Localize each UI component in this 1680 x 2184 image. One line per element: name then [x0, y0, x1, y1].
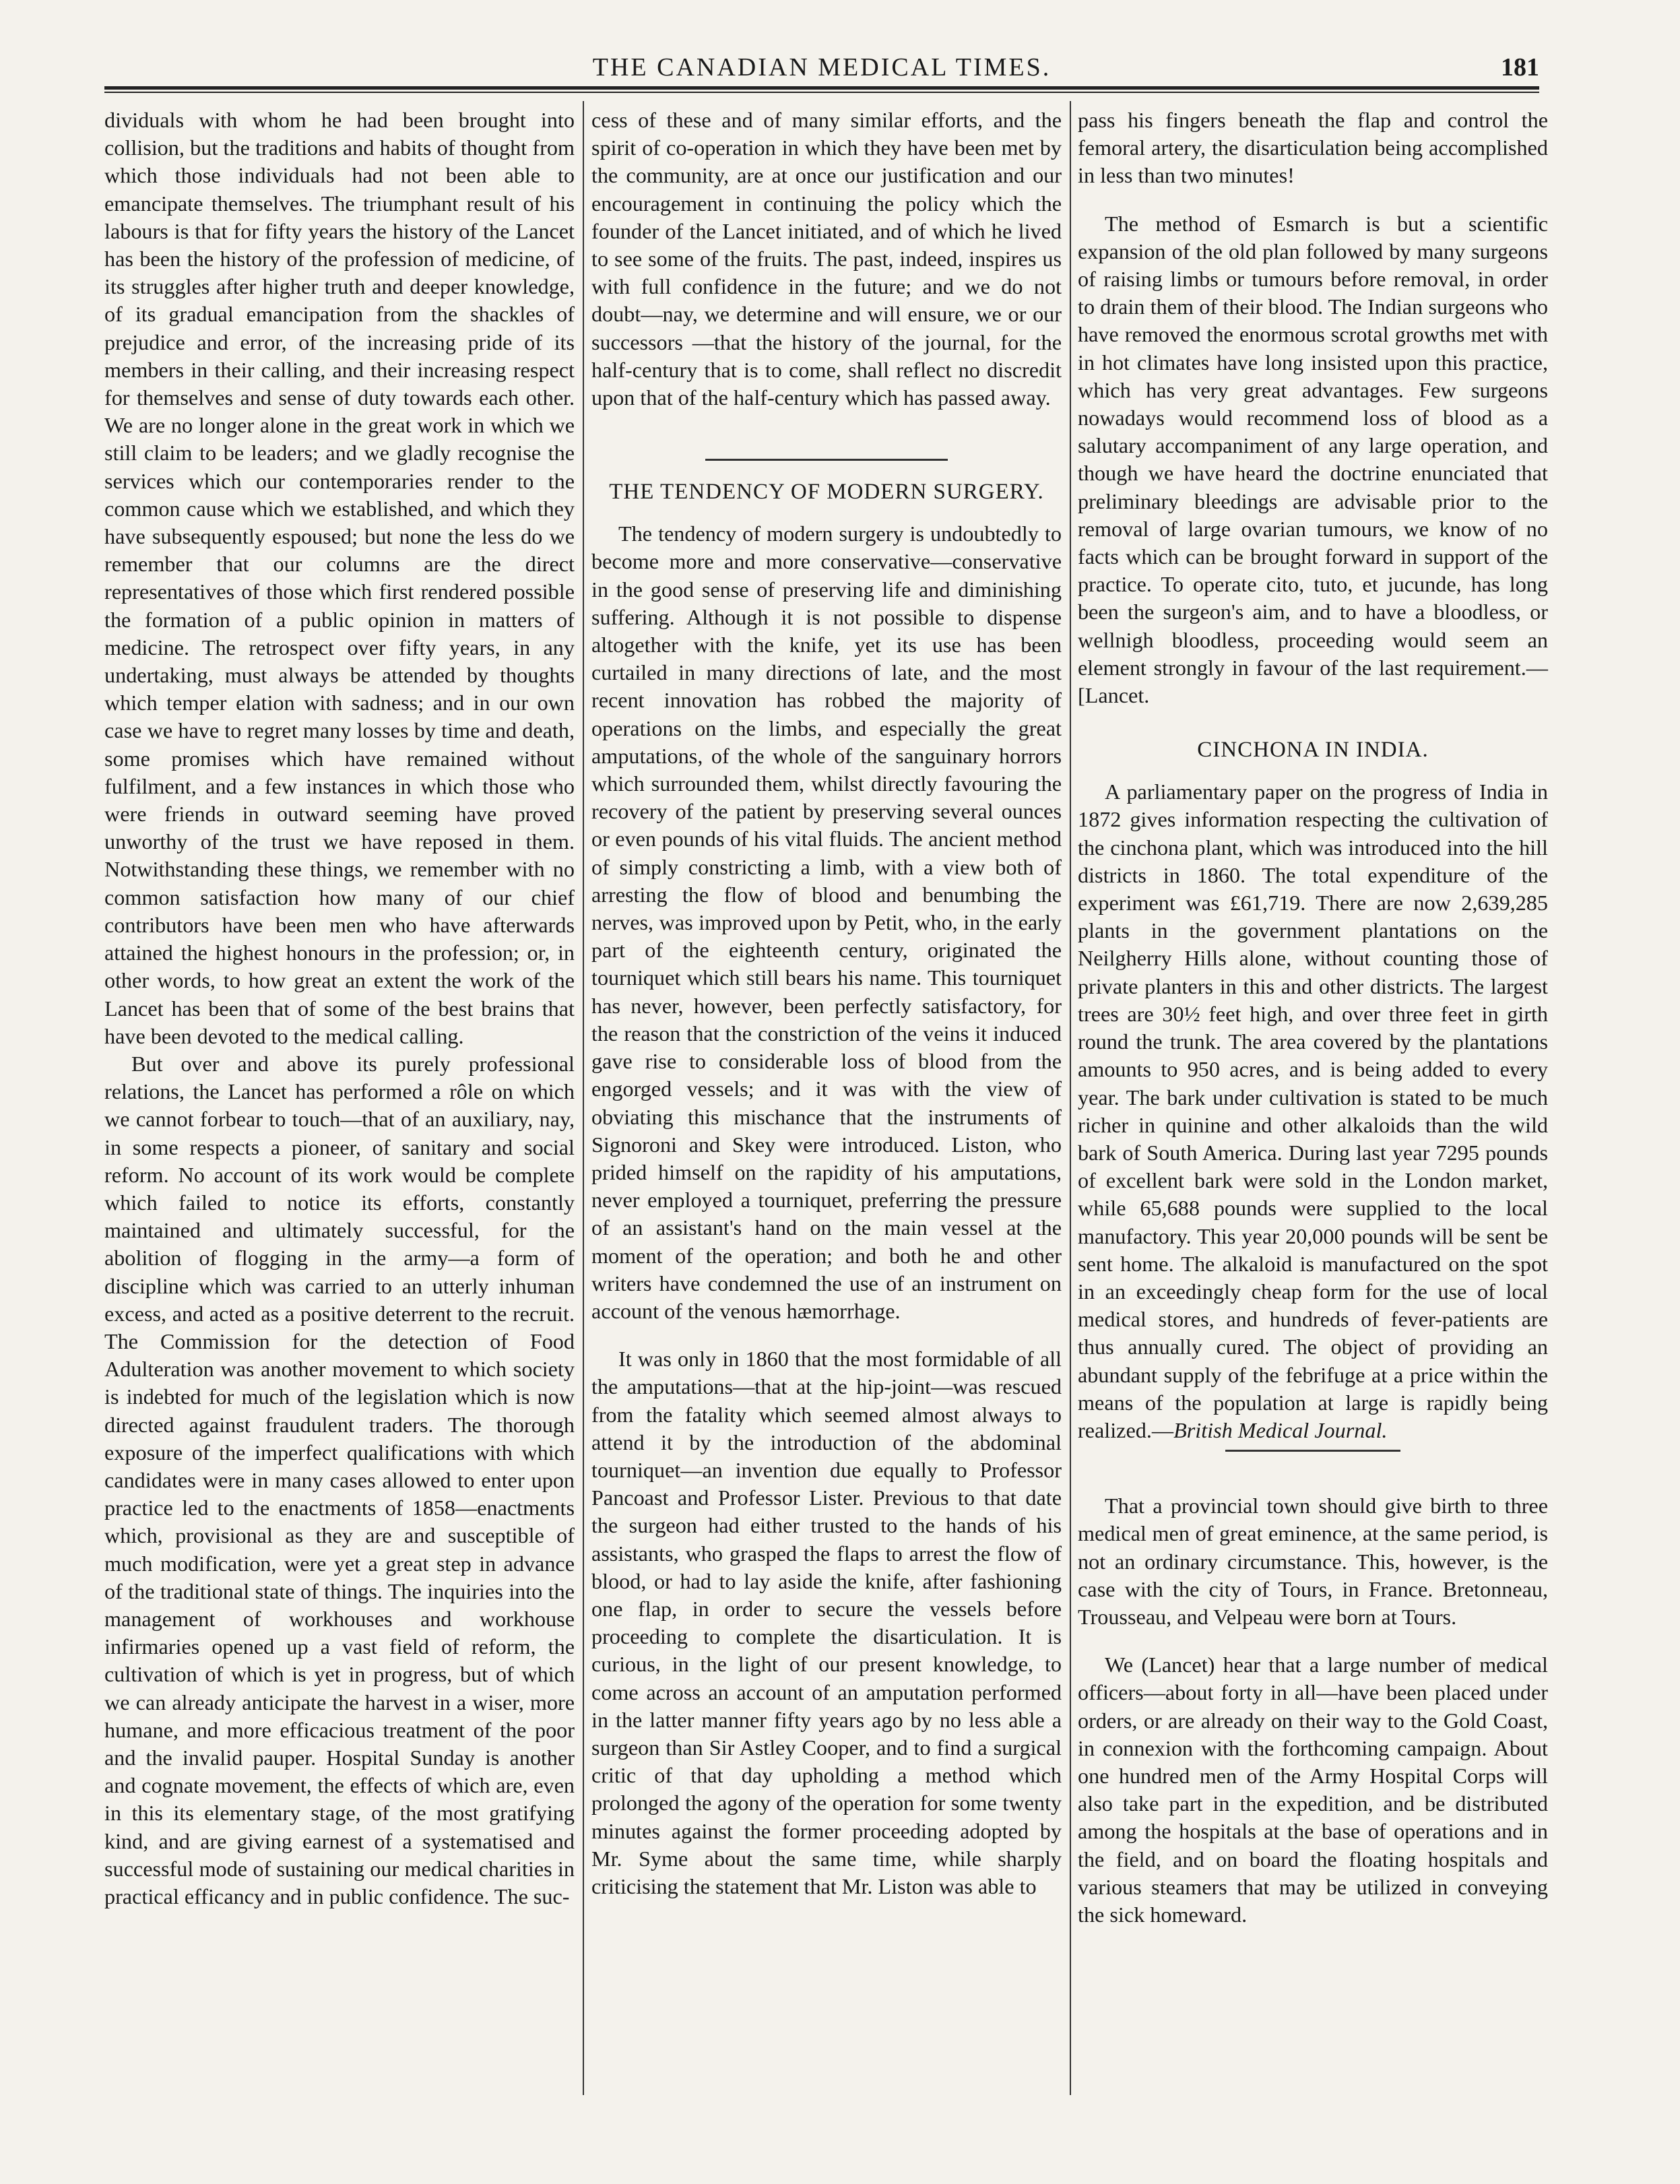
column-1	[104, 106, 575, 1910]
paragraph: The method of Esmarch is but a scientific expansion of the old plan followed by many surgeons of raising limbs or tumours before removal, in order to drain them of their blood. The Indian surgeons who have removed the enormous scrotal growths met with in hot climates have long insisted upon this practice, which has very great advantages. Few surgeons nowadays would recommend loss of blood as a salutary accompaniment of any large operation, and though we have heard the doctrine enunciated that preliminary bleedings are advisable prior to the removal of large ovarian tumours, we know of no facts which can be brought forward in support of the practice. To operate cito, tuto, et jucunde, has long been the surgeon's aim, and to have a bloodless, or wellnigh bloodless, proceeding would seem an element strongly in favour of the last requirement.—[Lancet.	[1078, 211, 1548, 708]
paragraph: The tendency of modern surgery is undoubtedly to become more and more conservative—conservative in the good sense of preserving life and diminishing suffering. Although it is not possible to dispense altogether with the knife, yet its use has been curtailed in many directions of late, and the most recent innovation has robbed the majority of operations on the limbs, and especially the great amputations, of the whole of the sanguinary horrors which surrounded them, whilst directly favouring the recovery of the patient by preserving several ounces or even pounds of his vital fluids. The ancient method of simply constricting a limb, with a view both of arresting the flow of blood and benumbing the nerves, was improved upon by Petit, who, in the early part of the eighteenth century, originated the tourniquet which still bears his name. This tourniquet has never, however, been perfectly satisfactory, for the reason that the constriction of the veins it induced gave rise to considerable loss of blood from the engorged vessels; and it was with the view of obviating this mischance that the instruments of Signoroni and Skey were introduced. Liston, who prided himself on the rapidity of his amputations, never employed a tourniquet, preferring the pressure of an assistant's hand on the main vessel at the moment of the operation; and both he and other writers have condemned the use of an instrument on account of the venous hæmorrhage.	[591, 521, 1062, 1323]
header-rule-thin	[104, 92, 1539, 93]
source-citation: British Medical Journal.	[1173, 1417, 1388, 1442]
masthead	[104, 47, 1539, 94]
article-heading: THE TENDENCY OF MODERN SURGERY.	[609, 480, 1044, 505]
paragraph: But over and above its purely professional relations, the Lancet has performed a rôle on which we cannot forbear to touch—that of an auxiliary, nay, in some respects a pioneer, of sanitary and social reform. No account of its work would be complete which failed to notice its efforts, constantly maintained and ultimately successful, for the abolition of flogging in the army—a form of discipline which was carried to an utterly inhuman excess, and acted as a positive deterrent to the recruit. The Commission for the detection of Food Adulteration was another movement to which society is indebted for much of the legislation which is now directed against fraudulent traders. The thorough exposure of the imperfect qualifications with which candidates were in many cases allowed to enter upon practice led to the enactments of 1858—enactments which, provisional as they are and susceptible of much modification, were yet a great step in advance of the traditional state of things. The inquiries into the management of workhouses and workhouse infirmaries opened up a vast field of reform, the cultivation of which is yet in progress, but of which we can already anticipate the harvest in a wiser, more humane, and more efficacious treatment of the poor and the invalid pauper. Hospital Sunday is another and cognate movement, the effects of which are, even in this its elementary stage, of the most gratifying kind, and are giving earnest of a systematised and successful mode of sustaining our medical charities in practical efficancy and in public confidence. The suc-	[104, 1051, 575, 1908]
journal-title: THE CANADIAN MEDICAL TIMES.	[592, 53, 1052, 82]
paragraph: pass his fingers beneath the flap and control the femoral artery, the disarticulation being accomplished in less than two minutes!	[1078, 108, 1548, 188]
column-divider	[583, 101, 584, 2095]
paragraph: dividuals with whom he had been brought into collision, but the traditions and habits of thought from which those individuals had not been able to emancipate themselves. The triumphant result of his labours is that for fifty years the history of the Lancet has been the history of the profession of medicine, of its struggles after higher truth and deeper knowledge, of its gradual emancipation from the shackles of prejudice and error, of the increasing pride of its members in their calling, and their increasing respect for themselves and sense of duty towards each other. We are no longer alone in the great work in which we still claim to be leaders; and we gladly recognise the services which our contemporaries render to the common cause which we established, and which they have subsequently espoused; but none the less do we remember that our columns are the direct representatives of those which first rendered possible the formation of a public opinion in matters of medicine. The retrospect over fifty years, in any undertaking, must always be attended by thoughts which temper elation with sadness; and in our own case we have to regret many losses by time and death, some promises which have remained without fulfilment, and a few instances in which those who were friends in outward seeming have proved unworthy of the trust we have reposed in them. Notwithstanding these things, we remember with no common satisfaction how many of our chief contributors have been men who have afterwards attained the highest honours in the profession; or, in other words, to how great an extent the work of the Lancet has been that of some of the best brains that have been devoted to the medical calling.	[104, 108, 575, 1048]
paragraph: cess of these and of many similar efforts, and the spirit of co-operation in which they have been met by the community, are at once our justification and our encouragement in continuing the policy which the founder of the Lancet initiated, and of which he lived to see some of the fruits. The past, indeed, inspires us with full confidence in the future; and we do not doubt—nay, we determine and will ensure, we or our successors —that the history of the journal, for the half-century that is to come, shall reflect no discredit upon that of the half-century which has passed away.	[591, 108, 1062, 410]
paragraph: We (Lancet) hear that a large number of medical officers—about forty in all—have been placed under orders, or are already on their way to the Gold Coast, in connexion with the forthcoming campaign. About one hundred men of the Army Hospital Corps will also take part in the expedition, and be distributed among the hospitals at the base of operations and in the field, and on board the floating hospitals and various steamers that may be utilized in conveying the sick homeward.	[1078, 1652, 1548, 1927]
paragraph-text: A parliamentary paper on the progress of India in 1872 gives information respecting the cultivation of the cinchona plant, which was introduced into the hill districts in 1860. The total expenditure of the experiment was £61,719. There are now 2,639,285 plants in the government plantations on the Neilgherry Hills alone, without counting those of private planters in this and other districts. The largest trees are 30½ feet high, and over three feet in girth round the trunk. The area covered by the plantations amounts to 950 acres, and is being added to every year. The bark under cultivation is stated to be much richer in quinine and other alkaloids than the wild bark of South America. During last year 7295 pounds of excellent bark were sold in the London market, while 65,688 pounds were supplied to the local manufactory. This year 20,000 pounds will be sent be sent home. The alkaloid is manufactured on the spot in an exceedingly cheap form for the use of local medical stores, and hundreds of fever-patients are thus annually cured. The object of providing an abundant supply of the febrifuge at a price within the means of the population at large is rapidly being realized.—	[1078, 779, 1548, 1442]
header-rule	[104, 86, 1539, 90]
article-heading: CINCHONA IN INDIA.	[1197, 738, 1429, 763]
column-3	[1078, 106, 1548, 1929]
paragraph: It was only in 1860 that the most formidable of all the amputations—that at the hip-joint—was rescued from the fatality which seemed almost always to attend it by the introduction of the abdominal tourniquet—an invention due equally to Professor Pancoast and Professor Lister. Previous to that date the surgeon had either trusted to the hands of his assistants, who grasped the flaps to arrest the flow of blood, or had to lay aside the knife, after fashioning one flap, in order to secure the vessels before proceeding to complete the disarticulation. It is curious, in the light of our present knowledge, to come across an account of an amputation performed in the latter manner fifty years ago by no less able a surgeon than Sir Astley Cooper, and to find a surgical critic of that day upholding a method which prolonged the agony of the operation for some twenty minutes against the former proceeding adopted by Mr. Syme about the same time, while sharply criticising the statement that Mr. Liston was able to	[591, 1347, 1062, 1898]
paragraph: That a provincial town should give birth to three medical men of great eminence, at the same period, is not an ordinary circumstance. This, however, is the case with the city of Tours, in France. Bretonneau, Trousseau, and Velpeau were born at Tours.	[1078, 1494, 1548, 1629]
column-divider	[1070, 101, 1071, 2095]
page-number: 181	[1501, 53, 1539, 82]
column-2	[591, 106, 1062, 1900]
paragraph	[1078, 778, 1548, 1444]
section-separator	[705, 459, 948, 461]
